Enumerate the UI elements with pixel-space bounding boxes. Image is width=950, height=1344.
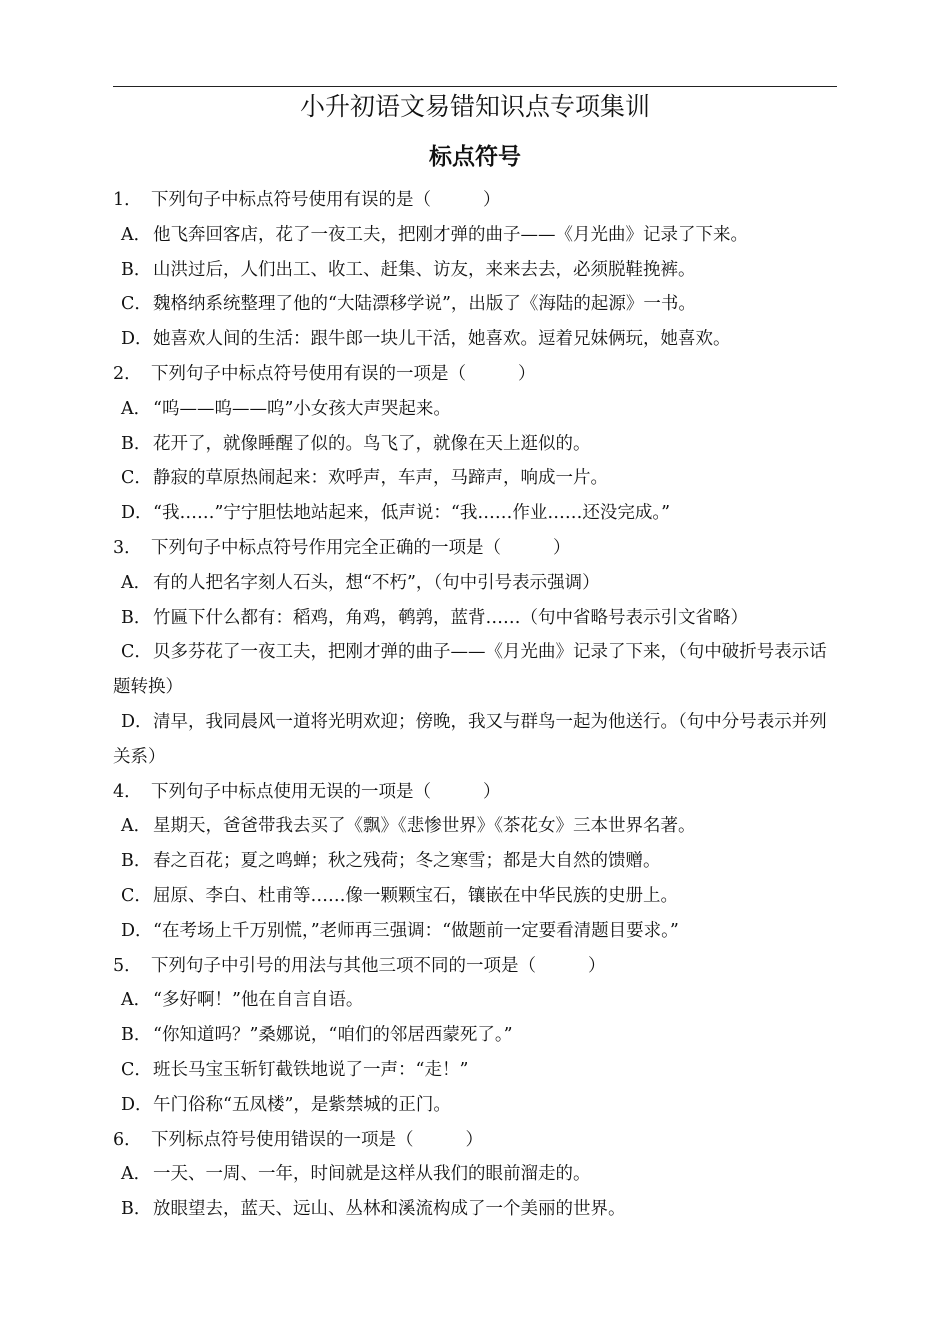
option-text: 竹匾下什么都有：稻鸡，角鸡，鹌鹑，蓝背……（句中省略号表示引文省略） (153, 607, 748, 628)
option-row (113, 879, 843, 914)
question-number: 5． (113, 955, 142, 976)
question-number: 6． (113, 1129, 142, 1150)
question-3 (113, 531, 843, 566)
option-letter: A． (121, 224, 152, 245)
option-text: 放眼望去，蓝天、远山、丛林和溪流构成了一个美丽的世界。 (153, 1199, 626, 1220)
option-letter: B． (121, 259, 152, 280)
question-list (113, 183, 843, 1227)
option-text: 山洪过后，人们出工、收工、赶集、访友，来来去去，必须脱鞋挽裤。 (153, 259, 696, 280)
option-letter: D． (121, 329, 153, 350)
option-text: 花开了，就像睡醒了似的。鸟飞了，就像在天上逛似的。 (153, 433, 591, 454)
option-text: 午门俗称“五凤楼”，是紫禁城的正门。 (153, 1094, 451, 1115)
question-5 (113, 949, 843, 984)
option-text: 魏格纳系统整理了他的“大陆漂移学说”，出版了《海陆的起源》一书。 (153, 294, 696, 315)
option-text: 屈原、李白、杜甫等……像一颗颗宝石，镶嵌在中华民族的史册上。 (153, 885, 678, 906)
option-row (113, 427, 843, 462)
question-stem-close: ） (518, 363, 536, 384)
option-letter: A． (121, 398, 152, 419)
option-row (113, 218, 843, 253)
option-row (113, 496, 843, 531)
option-letter: D． (121, 711, 153, 732)
question-number: 3． (113, 537, 142, 558)
question-stem: 下列句子中引号的用法与其他三项不同的一项是（ (151, 955, 536, 976)
option-letter: C． (121, 642, 152, 663)
option-letter: C． (121, 294, 152, 315)
option-text: 静寂的草原热闹起来：欢呼声，车声，马蹄声，响成一片。 (153, 468, 608, 489)
option-letter: C． (121, 885, 152, 906)
question-4 (113, 775, 843, 810)
option-text: 星期天，爸爸带我去买了《飘》《悲惨世界》《茶花女》三本世界名著。 (153, 816, 696, 837)
option-text: 清早，我同晨风一道将光明欢迎；傍晚，我又与群鸟一起为他送行。（句中分号表示并列关系） (113, 711, 827, 767)
option-row (113, 914, 843, 949)
option-letter: A． (121, 1164, 152, 1185)
option-letter: A． (121, 990, 152, 1011)
header-rule (113, 86, 837, 87)
option-row (113, 287, 843, 322)
option-letter: A． (121, 816, 152, 837)
question-stem: 下列句子中标点使用无误的一项是（ (151, 781, 431, 802)
option-text: “你知道吗？”桑娜说，“咱们的邻居西蒙死了。” (153, 1025, 513, 1046)
question-6 (113, 1123, 843, 1158)
section-title: 标点符号 (429, 144, 521, 170)
option-row (113, 983, 843, 1018)
option-row (113, 253, 843, 288)
option-text: 春之百花；夏之鸣蝉；秋之残荷；冬之寒雪；都是大自然的馈赠。 (153, 851, 661, 872)
question-stem: 下列句子中标点符号使用有误的是（ (151, 190, 431, 210)
question-number: 4． (113, 781, 142, 802)
option-row (113, 566, 843, 601)
option-text: “多好啊！”他在自言自语。 (153, 990, 364, 1011)
option-row (113, 392, 843, 427)
option-letter: A． (121, 572, 152, 593)
option-text: “我……”宁宁胆怯地站起来，低声说：“我……作业……还没完成。” (153, 503, 671, 524)
option-row (113, 809, 843, 844)
option-text: 班长马宝玉斩钉截铁地说了一声：“走！” (153, 1059, 469, 1080)
option-letter: C． (121, 1059, 152, 1080)
question-stem: 下列句子中标点符号作用完全正确的一项是（ (151, 537, 501, 558)
question-stem-close: ） (588, 955, 606, 976)
option-text: 她喜欢人间的生活：跟牛郎一块儿干活，她喜欢。逗着兄妹俩玩，她喜欢。 (153, 329, 731, 350)
option-row (113, 461, 843, 496)
option-row (113, 322, 843, 357)
option-letter: D． (121, 1094, 153, 1115)
option-letter: B． (121, 1025, 152, 1046)
option-text: “在考场上千万别慌，”老师再三强调：“做题前一定要看清题目要求。” (153, 920, 679, 941)
option-text: “呜——呜——呜”小女孩大声哭起来。 (153, 398, 451, 419)
question-1 (113, 183, 843, 218)
question-stem-close: ） (553, 537, 571, 558)
option-letter: B． (121, 433, 152, 454)
option-letter: D． (121, 920, 153, 941)
question-stem-close: ） (465, 1129, 483, 1150)
option-row (113, 1192, 843, 1227)
option-letter: B． (121, 851, 152, 872)
question-stem: 下列句子中标点符号使用有误的一项是（ (151, 363, 466, 384)
option-row (113, 1157, 843, 1192)
question-2 (113, 357, 843, 392)
option-letter: C． (121, 468, 152, 489)
page-title: 小升初语文易错知识点专项集训 (299, 92, 650, 121)
option-row (113, 705, 843, 775)
question-number: 1． (113, 190, 142, 210)
question-stem-close: ） (483, 190, 501, 210)
option-row (113, 635, 843, 705)
question-stem: 下列标点符号使用错误的一项是（ (151, 1129, 414, 1150)
option-letter: D． (121, 503, 153, 524)
option-row (113, 1053, 843, 1088)
option-text: 他飞奔回客店，花了一夜工夫，把刚才弹的曲子——《月光曲》记录了下来。 (153, 224, 748, 245)
option-letter: B． (121, 1199, 152, 1220)
option-text: 有的人把名字刻人石头，想“不朽”，（句中引号表示强调） (153, 572, 600, 593)
option-row (113, 601, 843, 636)
option-row (113, 1018, 843, 1053)
option-letter: B． (121, 607, 152, 628)
question-stem-close: ） (483, 781, 501, 802)
option-text: 贝多芬花了一夜工夫，把刚才弹的曲子——《月光曲》记录了下来，（句中破折号表示话题转换） (113, 642, 827, 698)
option-text: 一天、一周、一年，时间就是这样从我们的眼前溜走的。 (153, 1164, 591, 1185)
question-number: 2． (113, 363, 142, 384)
option-row (113, 1088, 843, 1123)
option-row (113, 844, 843, 879)
